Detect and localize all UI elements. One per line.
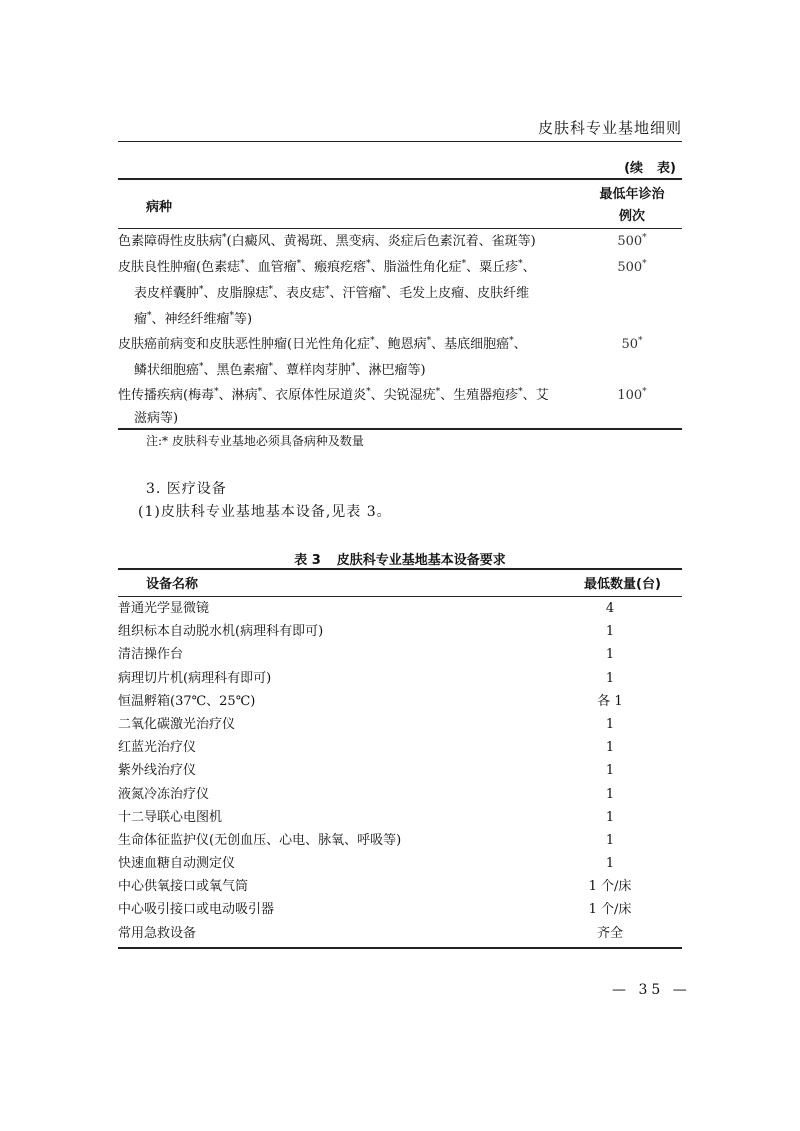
table1-row: 性传播疾病(梅毒*、淋病*、衣原体性尿道炎*、尖锐湿疣*、生殖器疱疹*、艾 滋病等) [118,387,549,426]
table-row [118,643,682,666]
equipment-name: 恒温孵箱(37℃、25℃) [118,693,256,709]
equipment-name: 红蓝光治疗仪 [118,740,197,756]
equipment-name: 中心供氧接口或氧气筒 [118,879,249,895]
equipment-name: 紫外线治疗仪 [118,763,197,779]
equipment-name: 十二导联心电图机 [118,809,223,825]
table1-row-value: 500* [617,233,647,249]
table3-header-qty: 最低数量(台) [584,577,661,592]
equipment-qty: 1 [605,832,615,848]
equipment-qty: 齐全 [596,925,623,941]
table1-row-value: 100* [617,387,647,403]
table3-header-name: 设备名称 [146,577,199,592]
running-head-rule [118,141,682,142]
equipment-qty: 1 个/床 [588,902,632,918]
equipment-name: 病理切片机(病理科有即可) [118,670,272,686]
table1-row: 色素障碍性皮肤病*(白癜风、黄褐斑、黑变病、炎症后色素沉着、雀斑等) [118,233,536,249]
table-row [118,875,682,898]
table1-note: 注:* 皮肤科专业基地必须具备病种及数量 [146,434,364,448]
equipment-qty: 各 1 [597,693,623,709]
table3-bottom-rule [118,947,682,949]
running-head: 皮肤科专业基地细则 [537,119,682,137]
equipment-qty: 1 [605,670,615,686]
equipment-qty: 1 [605,786,615,802]
table-row [118,829,682,852]
equipment-name: 液氮冷冻治疗仪 [118,786,210,802]
section-heading: 3. 医疗设备 [146,481,227,497]
table1-header-disease: 病种 [146,200,173,215]
equipment-qty: 1 [605,763,615,779]
table3-caption: 表 3 皮肤科专业基地基本设备要求 [294,553,506,568]
equipment-qty: 1 [605,740,615,756]
table-row [118,898,682,921]
section-paragraph: (1)皮肤科专业基地基本设备,见表 3。 [138,504,392,520]
table-row [118,759,682,782]
equipment-name: 二氧化碳激光治疗仪 [118,716,236,732]
equipment-qty: 1 [605,716,615,732]
equipment-qty: 1 [605,624,615,640]
table1-header-min-cases: 最低年诊治 例次 [599,187,665,224]
equipment-name: 快速血糖自动测定仪 [118,856,236,872]
equipment-name: 生命体征监护仪(无创血压、心电、脉氧、呼吸等) [118,832,402,848]
equipment-name: 清洁操作台 [118,647,184,663]
equipment-qty: 1 [605,647,615,663]
table1-row: 皮肤癌前病变和皮肤恶性肿瘤(日光性角化症*、鲍恩病*、基底细胞癌*、 鳞状细胞癌*、黑色素瘤*、蕈样肉芽肿*、淋巴瘤等) [118,336,527,378]
table1-row: 皮肤良性肿瘤(色素痣*、血管瘤*、瘢痕疙瘩*、脂溢性角化症*、粟丘疹*、 表皮样囊肿*、皮脂腺痣*、表皮痣*、汗管瘤*、毛发上皮瘤、皮肤纤维 瘤*、神经纤维瘤*等) [118,259,536,327]
table-row [118,620,682,643]
equipment-name: 常用急救设备 [118,925,197,941]
table-row [118,667,682,690]
table-row [118,690,682,713]
equipment-qty: 1 [605,856,615,872]
table1-top-rule [118,178,682,180]
table3-top-rule [118,568,682,570]
table1-row-value: 50* [621,336,643,352]
equipment-qty: 1 [605,809,615,825]
table-row [118,783,682,806]
table-row [118,852,682,875]
table-row [118,713,682,736]
page-number: — 35 — [612,982,691,998]
table1-bottom-rule [118,428,682,430]
table-row [118,922,682,945]
table-row [118,736,682,759]
equipment-name: 中心吸引接口或电动吸引器 [118,902,275,918]
table-row [118,806,682,829]
table-continued-label: (续 表) [624,161,676,176]
equipment-qty: 1 个/床 [588,879,632,895]
equipment-name: 组织标本自动脱水机(病理科有即可) [118,624,324,640]
table-row [118,597,682,620]
table1-row-value: 500* [617,259,647,275]
table3-body [118,597,682,945]
equipment-qty: 4 [605,601,615,616]
equipment-name: 普通光学显微镜 [118,601,210,616]
